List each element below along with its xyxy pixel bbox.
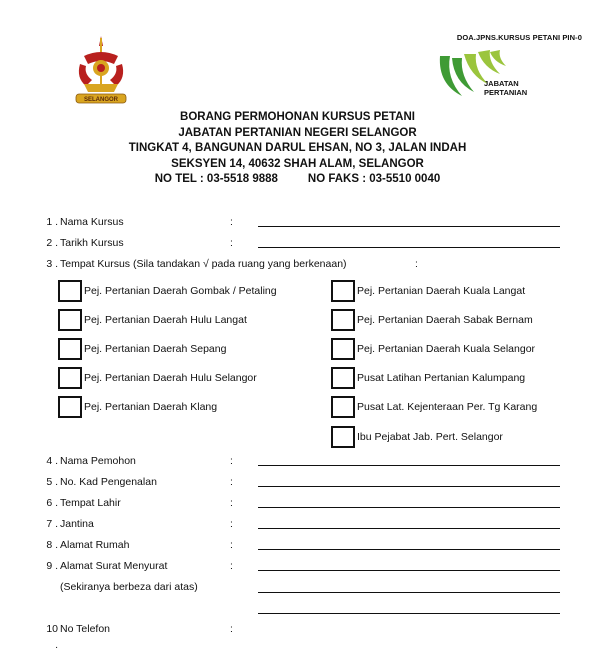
venue-checkbox[interactable] xyxy=(58,396,82,418)
contact-line xyxy=(0,172,595,188)
field-home-address xyxy=(42,537,562,553)
venue-checkbox[interactable] xyxy=(331,280,355,302)
field-label: Nama Kursus xyxy=(60,216,124,228)
field-number: 1 . xyxy=(46,216,58,228)
address-line-1: TINGKAT 4, BANGUNAN DARUL EHSAN, NO 3, JALAN INDAH xyxy=(128,142,467,154)
telephone-number: NO TEL : 03-5518 9888 xyxy=(154,173,278,185)
venue-label: Pej. Pertanian Daerah Klang xyxy=(84,401,218,413)
venue-label: Pusat Lat. Kejenteraan Per. Tg Karang xyxy=(357,401,538,413)
home-address-input-line[interactable] xyxy=(258,549,560,550)
fax-number: NO FAKS : 03-5510 0040 xyxy=(307,173,441,185)
field-telephone xyxy=(42,621,562,651)
selangor-crest-logo xyxy=(70,34,132,108)
field-label: Tempat Kursus (Sila tandakan √ pada ruang yang berkenaan) xyxy=(60,258,347,270)
field-colon: : xyxy=(230,455,233,467)
field-label: Tarikh Kursus xyxy=(60,237,124,249)
course-name-input-line[interactable] xyxy=(258,226,560,227)
field-number: 6 . xyxy=(46,497,58,509)
form-title: BORANG PERMOHONAN KURSUS PETANI xyxy=(180,111,415,123)
field-colon: : xyxy=(230,497,233,509)
field-label: No. Kad Pengenalan xyxy=(60,476,157,488)
mailing-address-input-line-2[interactable] xyxy=(258,592,560,593)
venue-checkbox[interactable] xyxy=(331,367,355,389)
venue-label: Pej. Pertanian Daerah Sepang xyxy=(84,343,227,355)
agri-text-line1: JABATAN xyxy=(484,79,519,88)
birthplace-input-line[interactable] xyxy=(258,507,560,508)
field-number: 8 . xyxy=(46,539,58,551)
venue-checkbox[interactable] xyxy=(58,367,82,389)
agri-text-line2: PERTANIAN xyxy=(484,88,528,97)
mailing-address-input-line-3[interactable] xyxy=(258,613,560,614)
field-label: Nama Pemohon xyxy=(60,455,136,467)
venue-label: Pusat Latihan Pertanian Kalumpang xyxy=(357,372,526,384)
field-ic-number xyxy=(42,474,562,490)
field-label: Alamat Surat Menyurat xyxy=(60,560,168,572)
address-line-2: SEKSYEN 14, 40632 SHAH ALAM, SELANGOR xyxy=(171,157,424,170)
field-number: 7 . xyxy=(46,518,58,530)
field-mailing-address xyxy=(42,558,562,574)
field-colon: : xyxy=(230,539,233,551)
field-colon: : xyxy=(230,237,233,249)
field-number: 2 . xyxy=(46,237,58,249)
crest-ribbon-text: SELANGOR xyxy=(83,97,119,103)
venue-checkbox[interactable] xyxy=(58,338,82,360)
gender-input-line[interactable] xyxy=(258,528,560,529)
venue-checkbox[interactable] xyxy=(331,426,355,448)
field-number: 3 . xyxy=(46,258,58,270)
venue-checkbox[interactable] xyxy=(331,338,355,360)
venue-label: Pej. Pertanian Daerah Kuala Selangor xyxy=(357,343,536,355)
form-header xyxy=(0,110,595,188)
venue-checkbox[interactable] xyxy=(58,280,82,302)
venue-label: Pej. Pertanian Daerah Hulu Langat xyxy=(84,314,247,326)
jabatan-pertanian-logo xyxy=(436,48,546,104)
field-colon: : xyxy=(230,476,233,488)
field-colon: : xyxy=(230,560,233,572)
venue-checkbox[interactable] xyxy=(58,309,82,331)
field-colon: : xyxy=(415,258,418,270)
venue-checkbox[interactable] xyxy=(331,396,355,418)
course-date-input-line[interactable] xyxy=(258,247,560,248)
field-applicant-name xyxy=(42,453,562,469)
venue-label: Pej. Pertanian Daerah Hulu Selangor xyxy=(84,372,257,384)
document-code: DOA.JPNS.KURSUS PETANI PIN-0 xyxy=(456,33,582,42)
field-number: 4 . xyxy=(46,455,58,467)
venue-label: Pej. Pertanian Daerah Sabak Bernam xyxy=(357,314,533,326)
ic-number-input-line[interactable] xyxy=(258,486,560,487)
department-name: JABATAN PERTANIAN NEGERI SELANGOR xyxy=(178,126,417,139)
venue-label: Pej. Pertanian Daerah Kuala Langat xyxy=(357,285,526,297)
field-label: Alamat Rumah xyxy=(60,539,130,551)
venue-label: Ibu Pejabat Jab. Pert. Selangor xyxy=(357,431,503,443)
field-course-name xyxy=(42,214,562,230)
field-colon: : xyxy=(230,518,233,530)
field-gender xyxy=(42,516,562,532)
venue-label: Pej. Pertanian Daerah Gombak / Petaling xyxy=(84,285,277,297)
field-label: Jantina xyxy=(60,518,94,530)
field-course-date xyxy=(42,235,562,251)
field-colon: : xyxy=(230,216,233,228)
field-label: No Telefon xyxy=(60,623,111,635)
field-course-venue xyxy=(42,256,562,272)
mailing-address-note: (Sekiranya berbeza dari atas) xyxy=(60,581,198,593)
field-number: 5 . xyxy=(46,476,58,488)
field-birthplace xyxy=(42,495,562,511)
applicant-name-input-line[interactable] xyxy=(258,465,560,466)
field-label: Tempat Lahir xyxy=(60,497,121,509)
field-number: 9 . xyxy=(46,560,58,572)
mailing-address-input-line[interactable] xyxy=(258,570,560,571)
venue-checkbox[interactable] xyxy=(331,309,355,331)
field-colon: : xyxy=(230,623,233,635)
field-number: 10 . xyxy=(46,623,58,651)
